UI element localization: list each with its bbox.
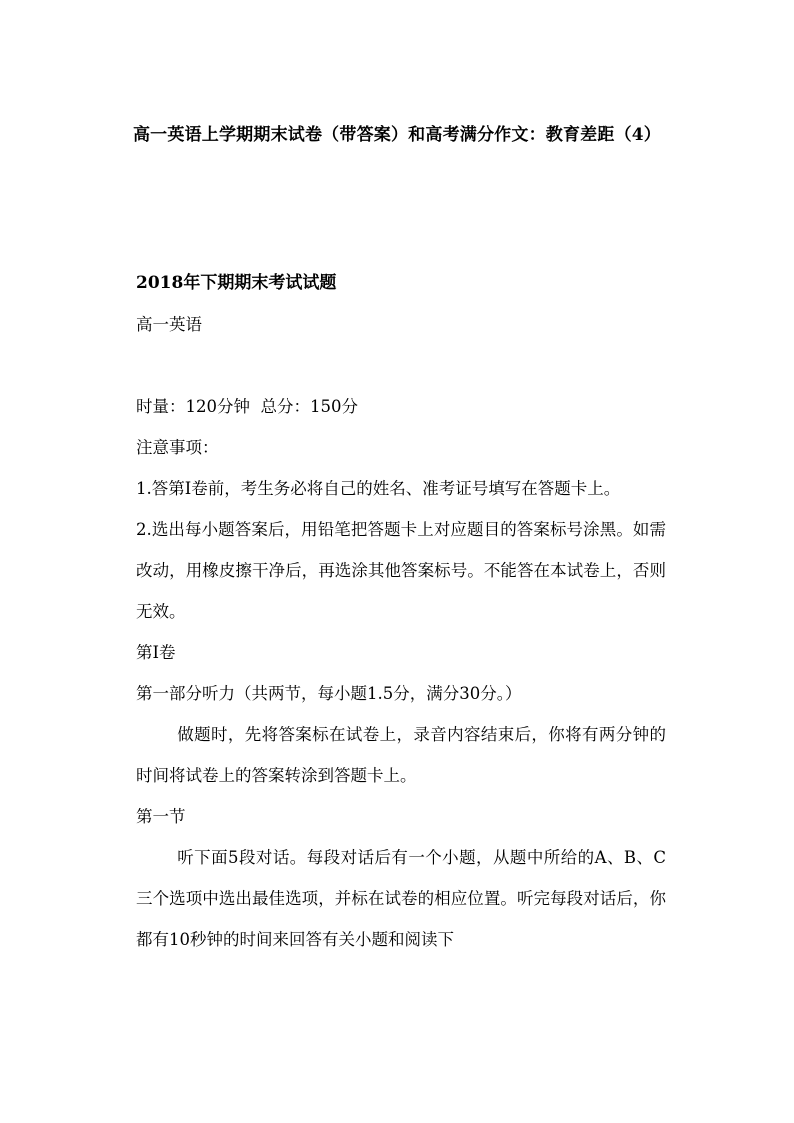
notice-item-2: 2.选出每小题答案后，用铅笔把答题卡上对应题目的答案标号涂黑。如需改动，用橡皮擦干净后，再选涂其他答案标号。不能答在本试卷上，否则无效。 bbox=[136, 520, 666, 621]
subject-label: 高一英语 bbox=[136, 315, 202, 334]
part-1-heading: 第一部分听力（共两节，每小题1.5分，满分30分。） bbox=[136, 684, 522, 703]
document-body bbox=[136, 263, 666, 960]
section-1-heading: 第一节 bbox=[136, 807, 186, 826]
part-1-instruction: 做题时，先将答案标在试卷上，录音内容结束后，你将有两分钟的时间将试卷上的答案转涂到答题卡上。 bbox=[136, 725, 666, 785]
section-1-instruction: 听下面5段对话。每段对话后有一个小题，从题中所给的A、B、C三个选项中选出最佳选项，并标在试卷的相应位置。听完每段对话后，你都有10秒钟的时间来回答有关小题和阅读下 bbox=[136, 848, 666, 949]
notice-item-1: 1.答第Ⅰ卷前，考生务必将自己的姓名、准考证号填写在答题卡上。 bbox=[136, 479, 621, 498]
notice-heading: 注意事项： bbox=[136, 438, 219, 457]
time-score-line: 时量：120分钟 总分：150分 bbox=[136, 397, 358, 416]
volume-1-heading: 第Ⅰ卷 bbox=[136, 643, 176, 662]
document-title: 高一英语上学期期末试卷（带答案）和高考满分作文：教育差距（4） bbox=[132, 125, 662, 145]
blank-line bbox=[136, 345, 666, 386]
exam-title: 2018年下期期末考试试题 bbox=[136, 273, 337, 293]
